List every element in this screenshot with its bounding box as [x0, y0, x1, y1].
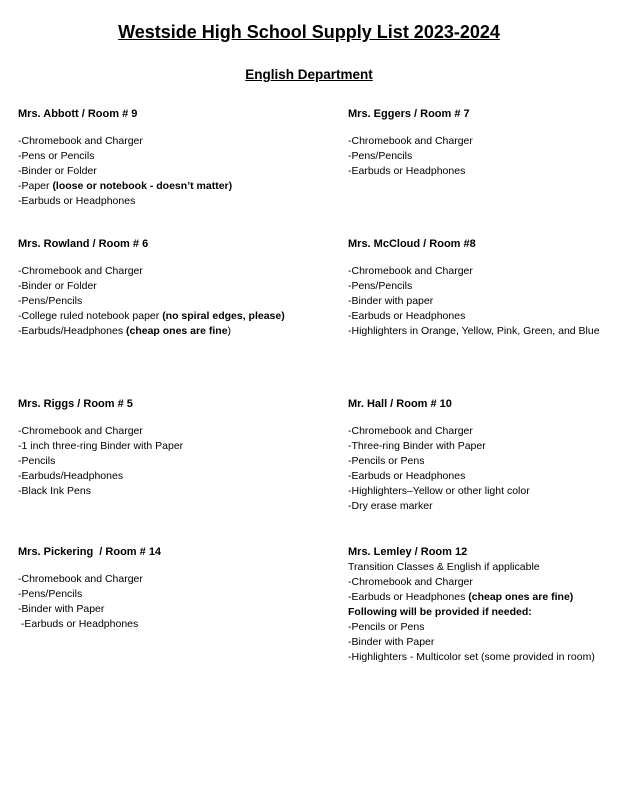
supply-item-text: -Pens/Pencils	[348, 280, 413, 292]
supply-item-text: -Chromebook and Charger	[348, 265, 473, 277]
supply-item-text: -Binder with paper	[348, 295, 434, 307]
supply-item-text: -Black Ink Pens	[18, 485, 91, 497]
supply-item-text: -Chromebook and Charger	[18, 425, 143, 437]
supply-item	[18, 309, 348, 324]
supply-item-emphasis: (loose or notebook - doesn’t matter)	[52, 180, 233, 192]
supply-item-text: -Binder or Folder	[18, 165, 97, 177]
supply-item	[18, 179, 348, 194]
supply-item-text: -Chromebook and Charger	[348, 135, 473, 147]
supply-section	[18, 108, 348, 238]
supply-item-text: -1 inch three-ring Binder with Paper	[18, 440, 184, 452]
supply-item	[348, 264, 608, 279]
supply-item	[348, 499, 608, 514]
supply-item-text: -Highlighters - Multicolor set (some provided in room)	[348, 651, 595, 663]
supply-item	[18, 324, 348, 339]
teacher-heading: Mrs. Rowland / Room # 6	[18, 238, 149, 250]
supply-item-text: Transition Classes & English if applicable	[348, 561, 540, 573]
supply-item-text: -Highlighters in Orange, Yellow, Pink, Green, and Blue	[348, 325, 600, 337]
supply-item-text: -Binder with Paper	[18, 603, 105, 615]
supply-item-text: -Chromebook and Charger	[18, 135, 143, 147]
supply-item	[348, 149, 608, 164]
supply-item	[348, 560, 608, 575]
supply-item	[348, 620, 608, 635]
supply-section	[348, 546, 608, 665]
supply-item-text: -Pencils or Pens	[348, 621, 425, 633]
supply-item	[348, 469, 608, 484]
supply-items	[348, 424, 608, 514]
supply-item-text: -Chromebook and Charger	[18, 573, 143, 585]
supply-item-text: -Earbuds or Headphones	[348, 310, 466, 322]
supply-item	[348, 294, 608, 309]
page-title: Westside High School Supply List 2023-2024	[118, 22, 500, 42]
supply-item-text: -Chromebook and Charger	[18, 265, 143, 277]
supply-section	[348, 238, 608, 398]
supply-item	[348, 439, 608, 454]
supply-item	[348, 635, 608, 650]
department-heading: English Department	[245, 67, 373, 82]
supply-item-text: -College ruled notebook paper	[18, 310, 163, 322]
supply-item	[348, 650, 608, 665]
supply-item	[348, 164, 608, 179]
supply-item-text: -Chromebook and Charger	[348, 576, 473, 588]
supply-item-text: -Paper	[18, 180, 53, 192]
supply-item	[18, 484, 348, 499]
supply-item-text: -Pens/Pencils	[18, 295, 83, 307]
supply-items	[348, 560, 608, 665]
supply-item-text: -Earbuds or Headphones	[18, 195, 136, 207]
supply-item	[18, 264, 348, 279]
supply-item	[348, 134, 608, 149]
supply-item	[348, 324, 608, 339]
supply-list-content	[0, 108, 618, 665]
supply-item	[18, 439, 348, 454]
supply-item-emphasis: Following will be provided if needed:	[348, 606, 532, 618]
supply-items	[18, 134, 348, 209]
supply-item-text: -Pencils or Pens	[348, 455, 425, 467]
teacher-heading: Mrs. McCloud / Room #8	[348, 238, 476, 250]
supply-section	[348, 398, 608, 546]
supply-item	[18, 602, 348, 617]
supply-item	[18, 134, 348, 149]
supply-item	[348, 454, 608, 469]
supply-item	[18, 454, 348, 469]
teacher-heading: Mr. Hall / Room # 10	[348, 398, 452, 410]
supply-section	[18, 546, 348, 632]
supply-item	[18, 424, 348, 439]
supply-item	[18, 149, 348, 164]
supply-item-text: -Earbuds or Headphones	[18, 618, 139, 630]
teacher-heading: Mrs. Pickering / Room # 14	[18, 546, 162, 558]
supply-item-text: -Pens/Pencils	[18, 588, 83, 600]
supply-item-text: -Chromebook and Charger	[348, 425, 473, 437]
column-right	[348, 108, 608, 665]
supply-item-text: -Earbuds/Headphones	[18, 470, 124, 482]
supply-item-text: -Pencils	[18, 455, 56, 467]
teacher-heading: Mrs. Lemley / Room 12	[348, 546, 468, 558]
supply-items	[348, 134, 608, 179]
supply-section	[18, 238, 348, 398]
supply-item-text: -Earbuds or Headphones	[348, 591, 469, 603]
supply-item-text: -Pens/Pencils	[348, 150, 413, 162]
supply-item	[18, 572, 348, 587]
supply-item	[348, 605, 608, 620]
supply-item	[18, 617, 348, 632]
teacher-heading: Mrs. Eggers / Room # 7	[348, 108, 470, 120]
supply-item	[18, 587, 348, 602]
supply-section	[348, 108, 608, 238]
supply-items	[348, 264, 608, 339]
supply-item-emphasis: (cheap ones are fine	[126, 325, 228, 337]
supply-item-text: -Highlighters–Yellow or other light color	[348, 485, 530, 497]
supply-item-text: -Three-ring Binder with Paper	[348, 440, 486, 452]
supply-items	[18, 264, 348, 339]
supply-items	[18, 572, 348, 632]
supply-item	[348, 575, 608, 590]
supply-items	[18, 424, 348, 499]
supply-item-text: -Earbuds or Headphones	[348, 470, 466, 482]
supply-item-text: -Dry erase marker	[348, 500, 433, 512]
supply-item-text: -Earbuds or Headphones	[348, 165, 466, 177]
supply-item-text: -Earbuds/Headphones	[18, 325, 126, 337]
supply-item	[18, 194, 348, 209]
supply-item-text: -Binder or Folder	[18, 280, 97, 292]
supply-item	[348, 309, 608, 324]
teacher-heading: Mrs. Riggs / Room # 5	[18, 398, 133, 410]
supply-item-emphasis: (no spiral edges, please)	[162, 310, 285, 322]
supply-item	[18, 294, 348, 309]
supply-item	[348, 424, 608, 439]
supply-section	[18, 398, 348, 546]
supply-item-text: )	[227, 325, 232, 337]
column-left	[18, 108, 348, 665]
supply-item	[348, 484, 608, 499]
teacher-heading: Mrs. Abbott / Room # 9	[18, 108, 138, 120]
supply-item	[18, 279, 348, 294]
supply-item	[18, 164, 348, 179]
supply-item-emphasis: (cheap ones are fine)	[468, 591, 574, 603]
supply-item	[348, 279, 608, 294]
supply-item	[18, 469, 348, 484]
supply-item-text: -Binder with Paper	[348, 636, 435, 648]
supply-item-text: -Pens or Pencils	[18, 150, 95, 162]
supply-item	[348, 590, 608, 605]
